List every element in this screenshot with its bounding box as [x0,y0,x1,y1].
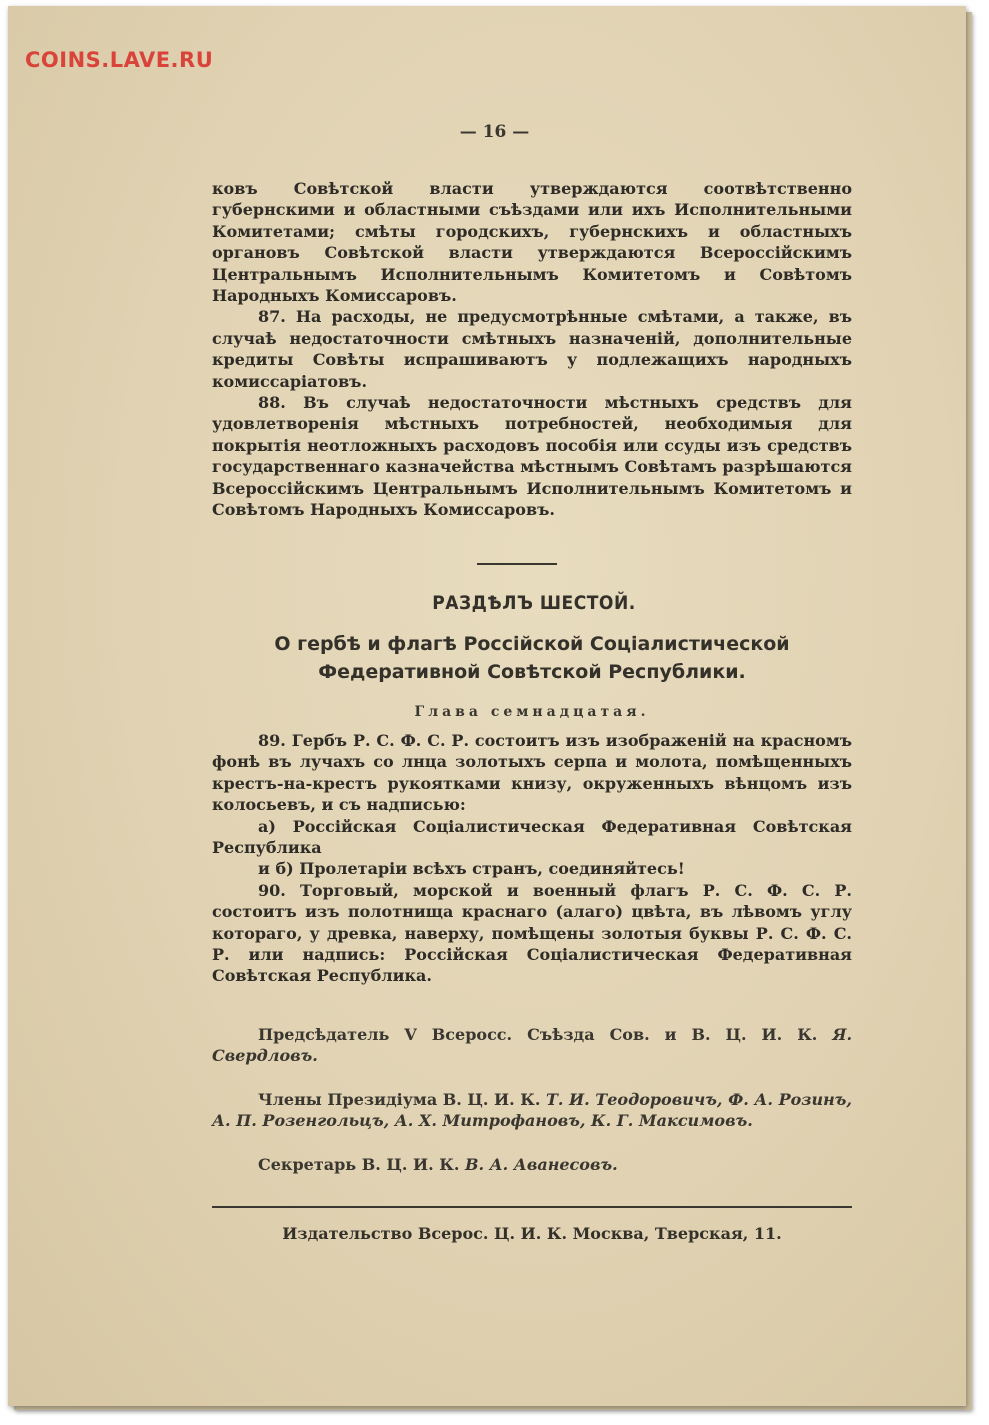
page-number: — 16 — [459,122,530,142]
secretary-name: В. А. Аванесовъ. [464,1154,618,1174]
paragraph-86-continuation: ковъ Совѣтской власти утверждаются соотвѣтственно губернскими и областными съѣздами или ихъ Исполнительными Комитетами; смѣты городскихъ, губернскихъ и областныхъ органовъ Совѣтской власти утверждаются Всероссійскимъ Центральнымъ Исполнительнымъ Комитетомъ и Совѣтомъ Народныхъ Комиссаровъ. [212,179,852,306]
paragraph-90: 90. Торговый, морской и военный флагъ Р. С. Ф. С. Р. состоитъ изъ полотнища краснаго (алаго) цвѣта, въ лѣвомъ углу котораго, у древка, наверху, помѣщены золотыя буквы Р. С. Ф. С. Р. или надпись: Россійская Соціалистическая Федеративная Совѣтская Республика. [212,880,852,986]
chapter-title: Глава семнадцатая. [414,704,650,720]
paragraph-87: 87. На расходы, не предусмотрѣнные смѣтами, а также, въ случаѣ недостаточности смѣтныхъ назначеній, дополнительные кредиты Совѣты испрашиваютъ у подлежащихъ народныхъ комиссаріатовъ. [212,307,852,391]
chairman-name: Я. Свердловъ. [212,1025,853,1066]
paragraph-89-b: и б) Пролетаріи всѣхъ странъ, соединяйтесь! [258,859,685,879]
text-block-articles-86-88 [212,178,852,521]
publisher-imprint: Издательство Всерос. Ц. И. К. Москва, Тверская, 11. [282,1224,782,1243]
section-title: РАЗДѢЛЪ ШЕСТОЙ. [432,592,636,614]
signatures [212,1024,852,1197]
chairman-title: Предсѣдатель V Всеросс. Съѣзда Сов. и В. Ц. И. К. [258,1025,818,1044]
members-names: Т. И. Теодоровичъ, Ф. А. Розинъ, А. П. Розенгольцъ, А. Х. Митрофановъ, К. Г. Максимовъ. [212,1089,852,1131]
secretary-title: Секретарь В. Ц. И. К. [258,1154,460,1174]
paragraph-89: 89. Гербъ Р. С. Ф. С. Р. состоитъ изъ изображеній на красномъ фонѣ въ лучахъ со лнца золотыхъ серпа и молота, помѣщенныхъ крестъ-на-крестъ рукоятками книзу, окруженныхъ вѣнцомъ изъ колосьевъ, и съ надписью: [212,731,852,815]
section-divider-short [477,563,557,565]
paragraph-89-a: а) Россійская Соціалистическая Федеративная Совѣтская Республика [212,816,852,858]
members-title: Члены Президіума В. Ц. И. К. [258,1089,541,1109]
signature-members [212,1089,852,1132]
footer-divider [212,1206,852,1208]
text-block-articles-89-90 [212,730,852,987]
watermark: COINS.LAVE.RU [25,48,214,72]
signature-chairman [212,1024,852,1067]
section-heading: О гербѣ и флагѣ Россійской Соціалистической Федеративной Совѣтской Республики. [274,633,790,683]
paragraph-88: 88. Въ случаѣ недостаточности мѣстныхъ средствъ для удовлетворенія мѣстныхъ потребностей, необходимыя для покрытія неотложныхъ расходовъ пособія или ссуды изъ средствъ государственнаго казначейства мѣстнымъ Совѣтамъ разрѣшаются Всероссійскимъ Центральнымъ Исполнительнымъ Комитетомъ и Совѣтомъ Народныхъ Комиссаровъ. [212,393,852,520]
signature-secretary [212,1154,852,1175]
